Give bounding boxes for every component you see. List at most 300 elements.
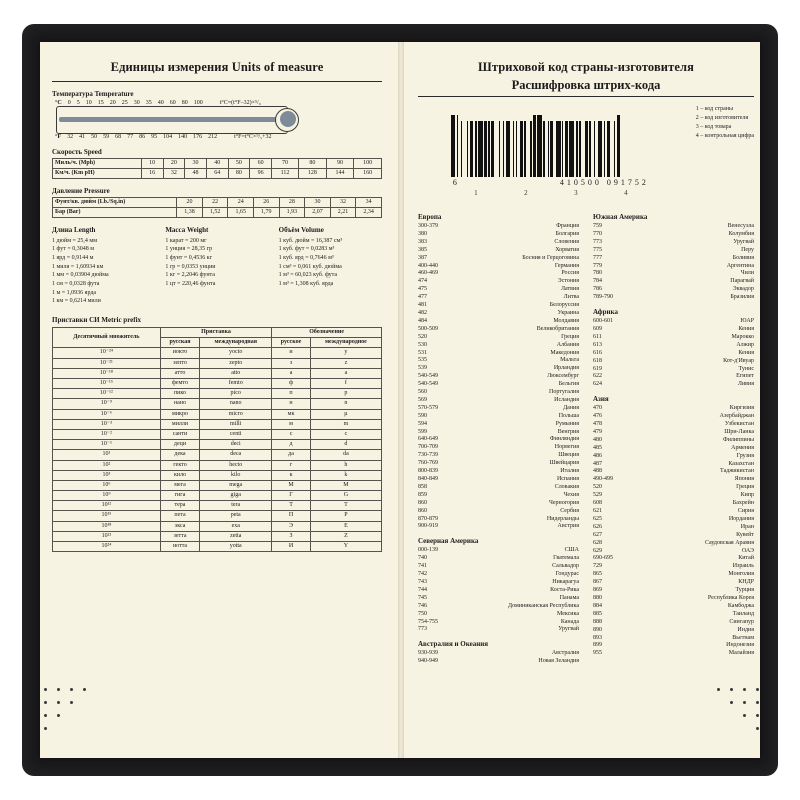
f10: 176: [193, 134, 203, 140]
symbol-int: a: [310, 368, 381, 378]
code-row: [418, 294, 579, 302]
table-row: [53, 419, 382, 429]
code-row: [418, 278, 579, 286]
pr-1-3: 1,79: [254, 207, 280, 217]
code-country: Румыния: [555, 420, 579, 427]
prefix-mult: 10²¹: [53, 531, 161, 541]
speed-0-5: 60: [250, 159, 272, 169]
symbol-ru: М: [272, 480, 311, 490]
pressure-label: Давление Pressure: [52, 186, 110, 195]
code-range: 476: [593, 413, 602, 420]
code-row: [418, 231, 579, 239]
symbol-int: y: [310, 348, 381, 358]
code-row: [418, 405, 579, 413]
code-row: [418, 326, 579, 334]
temperature-label: Температура Temperature: [52, 90, 134, 98]
code-range: 789-790: [593, 294, 613, 301]
code-country: Болгария: [555, 230, 579, 237]
codes-group-heading: Австралия и Океания: [418, 640, 489, 649]
prefix-mult: 10¹²: [53, 501, 161, 511]
decorative-dot: [44, 701, 47, 704]
prefix-int: giga: [200, 491, 272, 501]
decorative-dot: [730, 701, 733, 704]
decorative-dot: [44, 688, 47, 691]
code-range: 485: [593, 444, 602, 451]
code-country: Венесуэла: [727, 223, 754, 229]
decorative-dot: [743, 714, 746, 717]
code-country: Армения: [731, 444, 754, 451]
prefix-mult: 10²⁴: [53, 542, 161, 552]
list-item: 1 м = 1,0936 ярда: [52, 289, 97, 296]
code-range: 482: [418, 309, 427, 316]
code-country: Республика Корея: [707, 594, 754, 601]
left-page: [52, 60, 382, 750]
code-country: Марокко: [731, 333, 754, 340]
c5: 25: [121, 100, 128, 106]
symbol-int: Y: [310, 542, 381, 552]
code-row: [593, 318, 754, 326]
code-range: 865: [593, 571, 602, 578]
code-country: Хорватия: [555, 246, 579, 253]
table-row: [53, 207, 382, 217]
symbol-ru: д: [272, 440, 311, 450]
title-divider-left: [52, 81, 382, 82]
prefix-int: deci: [200, 440, 272, 450]
code-row: [593, 231, 754, 239]
code-country: Грузия: [736, 452, 754, 459]
code-country: Португалия: [549, 389, 579, 396]
code-row: [593, 366, 754, 374]
prefix-mult: 10¹⁸: [53, 521, 161, 531]
code-row: [418, 429, 579, 437]
code-country: Сербия: [560, 507, 579, 514]
code-range: 940-949: [418, 658, 438, 665]
speed-1-2: 48: [185, 168, 207, 178]
code-row: [593, 508, 754, 516]
code-row: [593, 484, 754, 492]
code-country: Казахстан: [728, 460, 754, 467]
pr-0-3: 26: [254, 197, 280, 207]
prefix-mult: 10⁻²¹: [53, 358, 161, 368]
c8: 40: [157, 100, 164, 106]
list-item: 1 дюйм = 25,4 мм: [52, 237, 98, 244]
symbol-ru: Т: [272, 501, 311, 511]
code-country: Чехия: [563, 491, 579, 498]
code-country: Боливия: [732, 254, 754, 261]
code-row: [418, 223, 579, 231]
code-range: 488: [593, 468, 602, 475]
prefix-mult: 10⁻¹²: [53, 389, 161, 399]
code-range: 530: [418, 341, 427, 348]
code-country: Иордания: [728, 515, 754, 522]
list-item: 1 м³ = 60,023 куб. фута: [278, 272, 338, 279]
code-range: 740: [418, 555, 427, 562]
code-range: 627: [593, 531, 602, 538]
symbol-int: µ: [310, 409, 381, 419]
prefix-ru: зепто: [160, 358, 199, 368]
codes-group-heading: Северная Америка: [418, 537, 479, 546]
code-range: 622: [593, 373, 602, 380]
code-country: Индонезия: [726, 642, 754, 649]
table-header-row: [53, 328, 382, 338]
speed-1-0: 16: [141, 168, 163, 178]
symbol-ru: И: [272, 542, 311, 552]
list-item: 1 куб. ярд = 0,7646 м³: [278, 254, 334, 261]
code-row: [418, 500, 579, 508]
prefix-ru: гига: [160, 491, 199, 501]
code-country: Кот-д'Ивуар: [723, 357, 754, 364]
barcode-group-2: 2: [524, 189, 528, 197]
code-range: 750: [418, 610, 427, 617]
code-country: Швеция: [558, 452, 579, 459]
symbol-ru: Э: [272, 521, 311, 531]
code-range: 870-879: [418, 515, 438, 522]
code-row: [418, 547, 579, 555]
code-range: 383: [418, 238, 427, 245]
table-row: [53, 501, 382, 511]
code-range: 609: [593, 325, 602, 332]
code-range: 744: [418, 586, 427, 593]
barcode-main-digits: 410500 091752: [559, 178, 649, 187]
table-row: [53, 358, 382, 368]
list-item: 1 фут = 0,3048 м: [52, 246, 95, 253]
c9: 60: [169, 100, 176, 106]
pressure-row-0-name: Фунт/кв. дюйм (Lb./Sq.in): [53, 197, 177, 207]
code-row: [593, 524, 754, 532]
page-title-left: Единицы измерения Units of measure: [110, 60, 324, 74]
prefix-int: yocto: [200, 348, 272, 358]
prefix-mult: 10⁹: [53, 491, 161, 501]
code-row: [593, 468, 754, 476]
header-multiplier: Десятичный множитель: [53, 328, 161, 348]
code-row: [418, 571, 579, 579]
code-country: Гондурас: [555, 571, 579, 578]
c3: 15: [97, 100, 104, 106]
code-range: 600-601: [593, 318, 613, 325]
code-country: Азербайджан: [719, 413, 754, 420]
prefix-ru: милли: [160, 419, 199, 429]
decorative-dot: [70, 688, 73, 691]
speed-1-3: 64: [206, 168, 228, 178]
prefix-ru: гекто: [160, 460, 199, 470]
symbol-ru: ф: [272, 379, 311, 389]
code-row: [418, 508, 579, 516]
code-range: 594: [418, 420, 427, 427]
prefix-int: mega: [200, 480, 272, 490]
codes-group-heading: Южная Америка: [593, 213, 648, 221]
code-country: Колумбия: [728, 230, 754, 237]
code-country: Монголия: [728, 571, 754, 578]
code-range: 730-739: [418, 452, 438, 459]
speed-1-8: 144: [326, 168, 354, 178]
prefix-int: exa: [200, 521, 272, 531]
weight-list: [165, 237, 268, 289]
code-country: Польша: [558, 412, 579, 419]
prefix-mult: 10⁻³: [53, 419, 161, 429]
code-range: 742: [418, 571, 427, 578]
code-range: 899: [593, 642, 602, 649]
symbol-ru: п: [272, 389, 311, 399]
code-range: 746: [418, 602, 427, 609]
f3: 59: [103, 134, 110, 140]
code-range: 743: [418, 578, 427, 585]
code-country: Панама: [559, 594, 579, 601]
code-row: [593, 263, 754, 271]
page-spine: [398, 42, 404, 758]
code-row: [593, 492, 754, 500]
pr-0-0: 20: [177, 197, 203, 207]
barcode-group-3: 3: [574, 189, 578, 197]
code-country: Тунис: [738, 365, 754, 372]
code-row: [593, 278, 754, 286]
code-country: Чили: [740, 270, 754, 277]
code-row: [418, 563, 579, 571]
f9: 140: [178, 134, 188, 140]
code-country: Япония: [734, 476, 754, 483]
code-country: Гватемала: [553, 555, 579, 562]
code-country: Греция: [561, 333, 579, 340]
table-row: [53, 521, 382, 531]
weight-column: [165, 226, 268, 307]
barcode-group-1: 1: [474, 189, 478, 197]
code-range: 867: [593, 579, 602, 586]
decorative-dot: [70, 701, 73, 704]
code-country: ЮАР: [740, 318, 754, 325]
fahrenheit-formula: t°F=t°C×⁹/₅+32: [234, 134, 272, 140]
celsius-symbol: °C: [55, 100, 62, 106]
code-range: 858: [418, 483, 427, 490]
code-country: Швейцария: [549, 460, 579, 467]
speed-0-6: 70: [271, 159, 298, 169]
code-row: [593, 247, 754, 255]
prefix-int: yotta: [200, 542, 272, 552]
list-item: 1 унция = 28,35 гр: [165, 246, 213, 253]
code-row: [593, 286, 754, 294]
code-row: [418, 555, 579, 563]
code-row: [593, 611, 754, 619]
code-range: 470: [593, 405, 602, 412]
code-country: ОАЭ: [741, 547, 754, 554]
speed-1-1: 32: [163, 168, 185, 178]
code-range: 474: [418, 278, 427, 285]
code-range: 880: [593, 594, 602, 601]
code-range: 859: [418, 491, 427, 498]
prefix-int: atto: [200, 368, 272, 378]
code-country: Дания: [563, 404, 579, 411]
prefix-ru: иокто: [160, 348, 199, 358]
decorative-dot: [756, 727, 759, 730]
speed-row-1-name: Км/ч. (Km pH): [53, 168, 142, 178]
code-country: Босния и Герцоговина: [522, 254, 579, 261]
f2: 50: [91, 134, 98, 140]
code-row: [593, 571, 754, 579]
code-range: 478: [593, 421, 602, 428]
code-row: [418, 603, 579, 611]
code-country: Норвегия: [554, 444, 579, 451]
prefix-ru: санти: [160, 429, 199, 439]
c10: 80: [181, 100, 188, 106]
code-range: 480: [593, 436, 602, 443]
table-row: [53, 542, 382, 552]
pr-1-4: 1,93: [279, 207, 305, 217]
code-row: [593, 532, 754, 540]
code-country: Словения: [554, 238, 579, 245]
prefix-mult: 10²: [53, 460, 161, 470]
code-range: 484: [418, 317, 427, 324]
code-row: [593, 373, 754, 381]
code-row: [418, 334, 579, 342]
code-range: 621: [593, 508, 602, 514]
code-range: 900-919: [418, 523, 438, 530]
table-row: [53, 368, 382, 378]
code-range: 535: [418, 357, 427, 364]
codes-group-heading: Африка: [593, 308, 618, 317]
code-country: Франция: [556, 223, 579, 229]
prefix-ru: зетта: [160, 531, 199, 541]
speed-row-0-name: Миль/ч. (Mph): [53, 159, 142, 169]
prefix-ru: экса: [160, 521, 199, 531]
code-range: 300-379: [418, 223, 438, 229]
speed-0-9: 100: [354, 159, 382, 169]
celsius-formula: t°C=(t°F–32)×⁵/₉: [219, 100, 261, 106]
thermometer-block: [52, 100, 382, 140]
codes-group-heading: Азия: [593, 395, 609, 404]
code-range: 619: [593, 365, 602, 372]
decorative-dot: [57, 714, 60, 717]
code-row: [418, 413, 579, 421]
decorative-dot: [717, 688, 720, 691]
c2: 10: [85, 100, 92, 106]
list-item: 1 ярд = 0,9144 м: [52, 254, 94, 261]
code-country: Коста-Рика: [550, 586, 579, 593]
corner-dots-left: [44, 688, 104, 748]
prefix-ru: дека: [160, 450, 199, 460]
code-country: КНДР: [738, 579, 754, 586]
table-row: [53, 531, 382, 541]
barcode-legend: [696, 105, 754, 141]
codes-column-right: [593, 207, 754, 666]
prefix-ru: тера: [160, 501, 199, 511]
header-prefix-ru: русская: [160, 338, 199, 348]
code-row: [418, 595, 579, 603]
table-row: [53, 389, 382, 399]
code-country: Египет: [736, 373, 754, 380]
code-row: [593, 405, 754, 413]
c7: 35: [145, 100, 152, 106]
prefix-int: nano: [200, 399, 272, 409]
fahrenheit-row: [52, 134, 275, 140]
pr-1-0: 1,38: [177, 207, 203, 217]
code-range: 625: [593, 515, 602, 522]
table-row: [53, 197, 382, 207]
code-row: [593, 413, 754, 421]
code-country: Мексика: [556, 610, 579, 617]
symbol-int: E: [310, 521, 381, 531]
code-row: [418, 468, 579, 476]
code-row: [593, 350, 754, 358]
code-country: Ирландия: [553, 365, 579, 372]
prefix-mult: 10⁻¹⁸: [53, 368, 161, 378]
decorative-dot: [57, 688, 60, 691]
code-row: [418, 452, 579, 460]
code-country: Исландия: [554, 396, 579, 403]
speed-0-2: 30: [185, 159, 207, 169]
code-row: [593, 650, 754, 658]
pr-0-5: 30: [305, 197, 331, 207]
code-country: Алжир: [736, 341, 754, 348]
prefix-int: deca: [200, 450, 272, 460]
country-codes: [418, 207, 754, 666]
code-country: Македония: [550, 349, 579, 356]
code-row: [418, 373, 579, 381]
decorative-dot: [756, 714, 759, 717]
code-range: 520: [418, 333, 427, 340]
barcode-digits: [451, 178, 651, 187]
code-row: [593, 619, 754, 627]
code-row: [593, 587, 754, 595]
pr-0-1: 22: [202, 197, 228, 207]
symbol-ru: н: [272, 399, 311, 409]
prefix-int: zepto: [200, 358, 272, 368]
list-item: 1 куб. дюйм = 16,387 см³: [278, 237, 343, 244]
code-row: [593, 595, 754, 603]
code-range: 608: [593, 500, 602, 507]
code-range: 569: [418, 396, 427, 403]
fahrenheit-scale-table: [52, 134, 275, 140]
code-range: 486: [593, 452, 602, 459]
code-range: 745: [418, 594, 427, 601]
symbol-ru: мк: [272, 409, 311, 419]
prefix-ru: атто: [160, 368, 199, 378]
code-country: Белоруссия: [549, 302, 579, 309]
code-country: Кения: [738, 349, 754, 356]
code-range: 540-549: [418, 381, 438, 388]
code-range: 531: [418, 349, 427, 356]
code-range: 888: [593, 618, 602, 625]
code-range: 860: [418, 507, 427, 514]
code-row: [593, 223, 754, 231]
code-range: 590: [418, 412, 427, 419]
code-country: Мальта: [560, 357, 579, 364]
c0: 0: [67, 100, 71, 106]
legend-item: 1 – код страны: [695, 106, 733, 112]
code-row: [418, 397, 579, 405]
f1: 41: [79, 134, 86, 140]
prefix-mult: 10¹⁵: [53, 511, 161, 521]
code-country: Иран: [740, 523, 754, 530]
code-row: [593, 342, 754, 350]
code-range: 616: [593, 349, 602, 356]
table-row: [53, 379, 382, 389]
code-range: 529: [593, 492, 602, 499]
decorative-dot: [756, 701, 759, 704]
page-title-right: Штриховой код страны-изготовителя: [478, 60, 694, 74]
volume-list: [279, 237, 382, 289]
code-country: Эстония: [557, 278, 579, 285]
pr-0-7: 34: [356, 197, 382, 207]
list-item: 1 см³ = 0,061 куб. дюйма: [278, 263, 342, 270]
code-country: Израиль: [732, 563, 754, 570]
prefix-int: micro: [200, 409, 272, 419]
prefix-int: milli: [200, 419, 272, 429]
volume-title: Объём Volume: [278, 225, 324, 234]
header-prefix: Приставка: [160, 328, 271, 338]
code-row: [418, 389, 579, 397]
code-range: 955: [593, 650, 602, 657]
prefix-mult: 10¹: [53, 450, 161, 460]
code-range: 479: [593, 428, 602, 435]
fahrenheit-symbol: °F: [55, 134, 62, 140]
